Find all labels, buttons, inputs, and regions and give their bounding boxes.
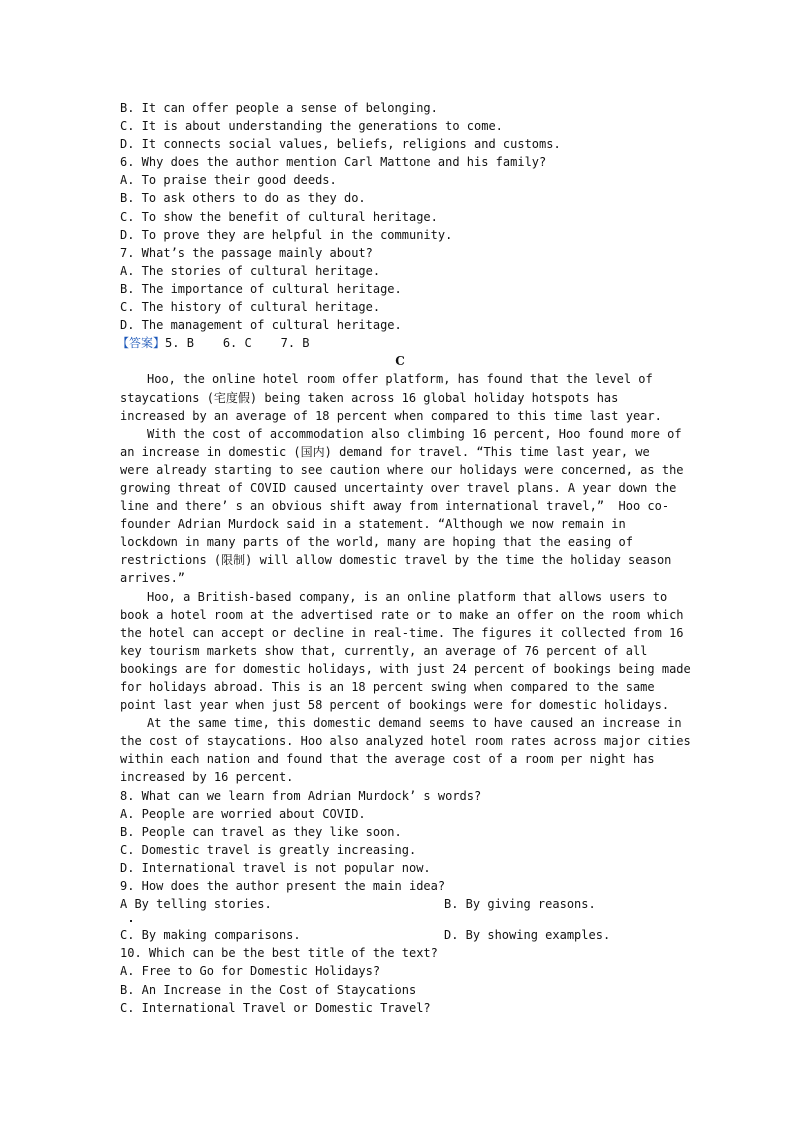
q9-stem: 9. How does the author present the main idea? bbox=[120, 879, 446, 894]
passage-line: for holidays abroad. This is an 18 percent swing when compared to the same bbox=[120, 680, 655, 694]
answer-label: 【答案】 bbox=[117, 336, 166, 351]
passage-line: With the cost of accommodation also climbing 16 percent, Hoo found more of bbox=[147, 426, 682, 441]
q8-option-d: D. International travel is not popular now. bbox=[120, 860, 431, 875]
q10-stem: 10. Which can be the best title of the text? bbox=[120, 946, 438, 961]
question-6 bbox=[120, 153, 680, 243]
q9-dot-mark bbox=[120, 913, 680, 926]
q5-option-b: B. It can offer people a sense of belonging. bbox=[120, 101, 438, 115]
q9-row-ab bbox=[120, 895, 680, 913]
passage-line: the cost of staycations. Hoo also analyzed hotel room rates across major cities bbox=[120, 734, 691, 749]
reading-passage bbox=[120, 370, 691, 786]
q6-option-d: D. To prove they are helpful in the community. bbox=[120, 227, 453, 242]
q10-option-a: A. Free to Go for Domestic Holidays? bbox=[120, 964, 381, 979]
q9-option-d: D. By showing examples. bbox=[444, 928, 611, 943]
passage-line: growing threat of COVID caused uncertainty over travel plans. A year down the bbox=[120, 480, 677, 495]
passage-line: increased by an average of 18 percent when compared to this time last year. bbox=[120, 408, 662, 423]
q10-option-b: B. An Increase in the Cost of Staycations bbox=[120, 982, 417, 997]
passage-line: line and there’ s an obvious shift away from international travel,” Hoo co- bbox=[120, 499, 670, 514]
question-5-options bbox=[120, 99, 680, 153]
passage-line: restrictions (限制) will allow domestic travel by the time the holiday season bbox=[120, 553, 672, 568]
passage-line: At the same time, this domestic demand seems to have caused an increase in bbox=[147, 716, 682, 731]
q7-option-d: D. The management of cultural heritage. bbox=[120, 318, 402, 333]
question-9 bbox=[120, 877, 680, 944]
section-heading: C bbox=[395, 354, 405, 369]
passage-line: Hoo, the online hotel room offer platform, has found that the level of bbox=[147, 372, 653, 387]
exam-page bbox=[117, 99, 691, 1017]
passage-line: bookings are for domestic holidays, with just 24 percent of bookings being made bbox=[120, 661, 691, 676]
passage-line: an increase in domestic (国内) demand for travel. “This time last year, we bbox=[120, 444, 650, 459]
answer-text: 5. B 6. C 7. B bbox=[165, 336, 310, 351]
q6-option-b: B. To ask others to do as they do. bbox=[120, 191, 366, 206]
question-7 bbox=[120, 244, 680, 334]
q8-option-a: A. People are worried about COVID. bbox=[120, 806, 366, 821]
q9-option-a: A By telling stories. bbox=[120, 897, 272, 912]
q6-stem: 6. Why does the author mention Carl Mattone and his family? bbox=[120, 155, 547, 170]
q9-row-cd bbox=[120, 926, 680, 944]
question-8 bbox=[120, 787, 680, 877]
dot-mark-icon bbox=[130, 920, 132, 922]
q7-stem: 7. What’s the passage mainly about? bbox=[120, 245, 373, 260]
passage-line: within each nation and found that the average cost of a room per night has bbox=[120, 752, 655, 767]
q5-option-c: C. It is about understanding the generations to come. bbox=[120, 119, 503, 134]
q8-option-c: C. Domestic travel is greatly increasing. bbox=[120, 842, 417, 857]
q8-option-b: B. People can travel as they like soon. bbox=[120, 824, 402, 839]
q6-option-c: C. To show the benefit of cultural heritage. bbox=[120, 209, 438, 224]
passage-line: Hoo, a British-based company, is an online platform that allows users to bbox=[147, 589, 668, 604]
passage-line: book a hotel room at the advertised rate or to make an offer on the room which bbox=[120, 607, 684, 622]
q7-option-b: B. The importance of cultural heritage. bbox=[120, 281, 402, 296]
passage-line: key tourism markets show that, currently, an average of 76 percent of all bbox=[120, 643, 648, 658]
passage-line: were already starting to see caution where our holidays were concerned, as the bbox=[120, 462, 684, 477]
q7-option-a: A. The stories of cultural heritage. bbox=[120, 263, 381, 278]
q6-option-a: A. To praise their good deeds. bbox=[120, 173, 337, 188]
q9-option-c: C. By making comparisons. bbox=[120, 928, 301, 943]
passage-line: staycations (宅度假) being taken across 16 global holiday hotspots has bbox=[120, 390, 619, 405]
q5-option-d: D. It connects social values, beliefs, religions and customs. bbox=[120, 137, 561, 152]
passage-line: arrives.” bbox=[120, 571, 186, 586]
passage-line: point last year when just 58 percent of bookings were for domestic holidays. bbox=[120, 698, 670, 713]
q8-stem: 8. What can we learn from Adrian Murdock’ s words? bbox=[120, 788, 482, 803]
q9-option-b: B. By giving reasons. bbox=[444, 897, 596, 912]
answer-line bbox=[117, 334, 680, 352]
passage-line: the hotel can accept or decline in real-time. The figures it collected from 16 bbox=[120, 625, 684, 640]
q7-option-c: C. The history of cultural heritage. bbox=[120, 300, 381, 315]
passage-line: lockdown in many parts of the world, many are hoping that the easing of bbox=[120, 535, 633, 550]
q10-option-c: C. International Travel or Domestic Travel? bbox=[120, 1000, 431, 1015]
passage-line: founder Adrian Murdock said in a statement. “Although we now remain in bbox=[120, 517, 626, 532]
question-10 bbox=[120, 944, 680, 1016]
passage-line: increased by 16 percent. bbox=[120, 770, 294, 785]
